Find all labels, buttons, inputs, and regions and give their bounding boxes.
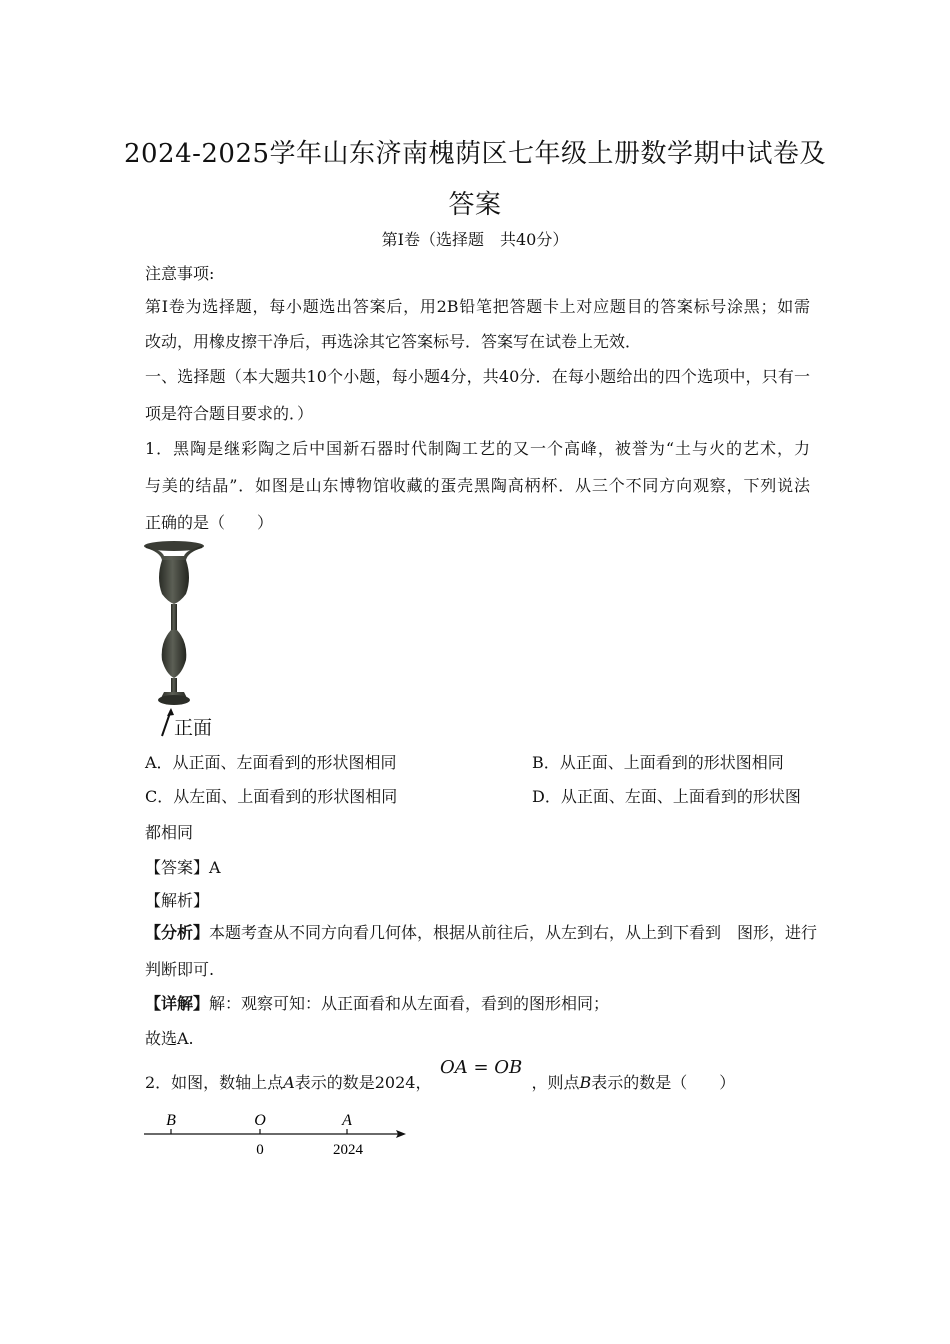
q1-stem-2: 与美的结晶”．如图是山东博物馆收藏的蛋壳黑陶高柄杯．从三个不同方向观察，下列说法 [145, 476, 810, 495]
number-line-figure [140, 1108, 420, 1168]
q2-text-before: 2．如图，数轴上点 [145, 1073, 284, 1092]
tick-label-0: 0 [256, 1142, 264, 1158]
q1-analysis-heading: 【解析】 [145, 891, 210, 910]
label-b: B [166, 1112, 176, 1129]
section-intro-1: 一、选择题（本大题共10个小题，每小题4分，共40分．在每小题给出的四个选项中，只有一 [145, 367, 810, 386]
q1-analysis-line-1 [145, 920, 818, 943]
section-intro-2: 项是符合题目要求的．） [145, 404, 314, 423]
q2-text-middle: 表示的数是2024， [294, 1073, 432, 1092]
q1-option-b: B．从正面、上面看到的形状图相同 [532, 753, 784, 772]
q2-text-end: 表示的数是（ ） [591, 1073, 736, 1092]
q1-stem-1: 1．黑陶是继彩陶之后中国新石器时代制陶工艺的又一个高峰，被誉为“土与火的艺术，力 [145, 439, 810, 458]
detail-text: 解：观察可知：从正面看和从左面看，看到的图形相同； [209, 994, 610, 1013]
q1-option-c: C．从左面、上面看到的形状图相同 [145, 787, 398, 806]
q1-conclusion: 故选A. [145, 1029, 194, 1048]
detail-tag: 【详解】 [145, 994, 210, 1013]
q2-point-b: B [579, 1073, 592, 1092]
q2-point-a: A [283, 1073, 295, 1092]
label-o: O [254, 1112, 266, 1129]
q2-text-after: ，则点 [531, 1073, 580, 1092]
q1-detail-line [145, 991, 810, 1014]
black-pottery-cup-figure [140, 538, 230, 738]
front-view-label: 正面 [174, 717, 213, 739]
label-a: A [342, 1112, 352, 1129]
notice-heading: 注意事项: [145, 264, 215, 283]
q2-formula: OA = OB [440, 1057, 523, 1078]
notice-line-1: 第Ⅰ卷为选择题，每小题选出答案后，用2B铅笔把答题卡上对应题目的答案标号涂黑；如需 [145, 297, 810, 316]
section-subtitle: 第I卷（选择题 共40分） [381, 230, 569, 249]
page-title-cont: 答案 [448, 190, 502, 220]
q1-option-a: A．从正面、左面看到的形状图相同 [145, 753, 397, 772]
notice-line-2: 改动，用橡皮擦干净后，再选涂其它答案标号．答案写在试卷上无效． [145, 332, 642, 351]
analysis-text: 本题考查从不同方向看几何体，根据从前往后，从左到右，从上到下看到 图形，进行 [209, 923, 818, 942]
q1-option-d: D．从正面、左面、上面看到的形状图 [532, 787, 801, 806]
q1-answer: 【答案】A [145, 858, 221, 877]
q1-analysis-line-2: 判断即可. [145, 960, 215, 979]
q1-option-d-cont: 都相同 [145, 823, 194, 842]
analysis-tag: 【分析】 [145, 923, 210, 942]
page-title: 2024-2025学年山东济南槐荫区七年级上册数学期中试卷及 [123, 139, 827, 169]
tick-label-2024: 2024 [333, 1142, 363, 1158]
q1-stem-3: 正确的是（ ） [145, 513, 274, 532]
